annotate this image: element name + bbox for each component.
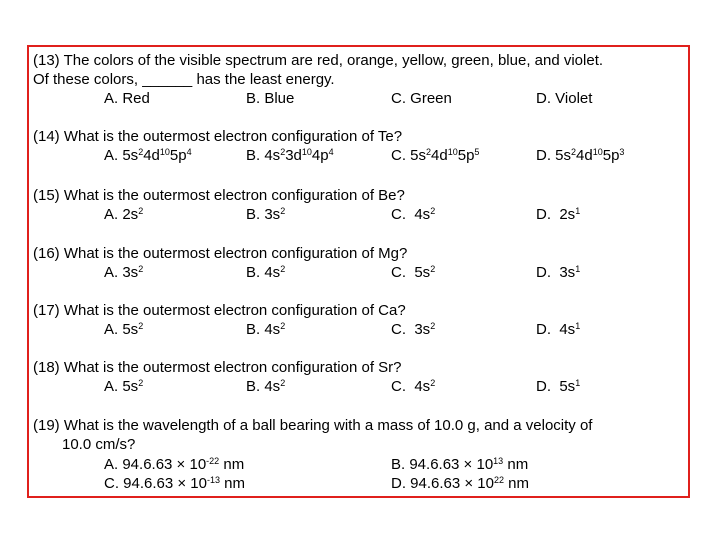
orbital: 5p [169,147,187,164]
option-label: C. [391,378,415,395]
q19-b-exp: 13 [493,456,504,466]
q19-question-line1: (19) What is the wavelength of a ball bearing with a mass of 10.0 g, and a velocity of [33,417,593,434]
electron-count: 2 [430,264,436,274]
q13-question-line1: (13) The colors of the visible spectrum are red, orange, yellow, green, blue, and violet. [33,52,604,69]
q18-question: (18) What is the outermost electron configuration of Sr? [33,359,402,376]
option-label: D. [536,206,560,223]
electron-count: 5 [474,147,480,157]
q16-question: (16) What is the outermost electron configuration of Mg? [33,245,408,262]
electron-count: 2 [430,321,436,331]
option-label: C. [391,321,415,338]
q19-d-base: D. 94.6.63 × 10 [391,475,494,492]
q15-option-c [391,206,435,224]
orbital: 4s [264,264,281,281]
orbital: 3s [122,264,139,281]
orbital: 5s [122,378,139,395]
q17-option-a [104,321,143,339]
option-label: A. [104,321,123,338]
electron-count: 2 [138,264,144,274]
orbital: 4s [414,206,431,223]
option-label: D. [536,378,560,395]
q19-b-unit: nm [503,456,529,473]
orbital: 4p [311,147,329,164]
q14-option-b [246,147,334,165]
orbital: 4s [264,147,281,164]
electron-count: 2 [280,147,286,157]
q13-option-a: A. Red [104,90,150,107]
electron-count: 4 [186,147,192,157]
q13-line2-post: has the least energy. [192,71,335,88]
option-label: A. [104,264,123,281]
option-label: C. [391,206,415,223]
q19-c-unit: nm [220,475,246,492]
q19-option-c [104,475,245,493]
orbital: 5s [414,264,431,281]
option-label: B. [246,147,265,164]
q19-b-base: B. 94.6.63 × 10 [391,456,494,473]
option-label: A. [104,206,123,223]
q19-a-base: A. 94.6.63 × 10 [104,456,207,473]
orbital: 5s [410,147,427,164]
orbital: 4d [143,147,160,164]
q15-option-a [104,206,143,224]
electron-count: 4 [328,147,334,157]
orbital: 4s [559,321,576,338]
q18-option-b [246,378,285,396]
q13-question-line2 [33,71,335,89]
electron-count: 3 [619,147,625,157]
q19-question-line2: 10.0 cm/s? [62,436,136,453]
q13-blank: ______ [142,71,193,88]
q13-option-c: C. Green [391,90,452,107]
q14-option-c [391,147,479,165]
q13-line2-pre: Of these colors, [33,71,143,88]
electron-count: 10 [159,147,170,157]
q16-option-d [536,264,580,282]
option-label: D. [536,264,560,281]
option-label: A. [104,378,123,395]
q19-option-a [104,456,244,474]
q13-option-d: D. Violet [536,90,593,107]
electron-count: 2 [430,206,436,216]
q17-option-d [536,321,580,339]
q14-question: (14) What is the outermost electron configuration of Te? [33,128,403,145]
orbital: 4s [264,321,281,338]
q15-option-b [246,206,285,224]
orbital: 4s [264,378,281,395]
q16-option-b [246,264,285,282]
q18-option-a [104,378,143,396]
orbital: 2s [559,206,576,223]
electron-count: 2 [430,378,436,388]
option-label: D. [536,321,560,338]
option-label: D. [536,147,556,164]
q16-option-c [391,264,435,282]
q19-option-b [391,456,528,474]
orbital: 4d [431,147,448,164]
electron-count: 10 [447,147,458,157]
electron-count: 2 [280,321,286,331]
q15-question: (15) What is the outermost electron configuration of Be? [33,187,405,204]
q19-c-exp: -13 [207,475,221,485]
orbital: 3s [264,206,281,223]
electron-count: 2 [571,147,577,157]
q15-option-d [536,206,580,224]
electron-count: 2 [138,147,144,157]
orbital: 5p [602,147,620,164]
electron-count: 2 [280,378,286,388]
electron-count: 2 [138,378,144,388]
orbital: 5s [559,378,576,395]
orbital: 5p [457,147,475,164]
q19-option-d [391,475,529,493]
option-label: A. [104,147,123,164]
q17-question: (17) What is the outermost electron configuration of Ca? [33,302,406,319]
q13-option-b: B. Blue [246,90,295,107]
q17-option-b [246,321,285,339]
electron-count: 2 [138,206,144,216]
q18-option-c [391,378,435,396]
q14-option-d [536,147,624,165]
electron-count: 2 [280,264,286,274]
option-label: B. [246,206,265,223]
electron-count: 10 [592,147,603,157]
q19-d-unit: nm [504,475,530,492]
electron-count: 2 [426,147,432,157]
orbital: 5s [122,321,139,338]
q16-option-a [104,264,143,282]
electron-count: 2 [280,206,286,216]
q19-d-exp: 22 [494,475,505,485]
electron-count: 10 [301,147,312,157]
electron-count: 1 [575,206,581,216]
electron-count: 1 [575,321,581,331]
orbital: 4s [414,378,431,395]
orbital: 4d [576,147,593,164]
q18-option-d [536,378,580,396]
orbital: 3s [559,264,576,281]
q19-a-unit: nm [219,456,245,473]
electron-count: 2 [138,321,144,331]
orbital: 5s [122,147,139,164]
electron-count: 1 [575,264,581,274]
orbital: 3d [285,147,302,164]
electron-count: 1 [575,378,581,388]
option-label: B. [246,378,265,395]
orbital: 3s [414,321,431,338]
option-label: B. [246,321,265,338]
orbital: 5s [555,147,572,164]
q14-option-a [104,147,192,165]
q17-option-c [391,321,435,339]
option-label: C. [391,147,411,164]
q19-a-exp: -22 [206,456,220,466]
option-label: C. [391,264,415,281]
q19-c-base: C. 94.6.63 × 10 [104,475,207,492]
option-label: B. [246,264,265,281]
orbital: 2s [122,206,139,223]
